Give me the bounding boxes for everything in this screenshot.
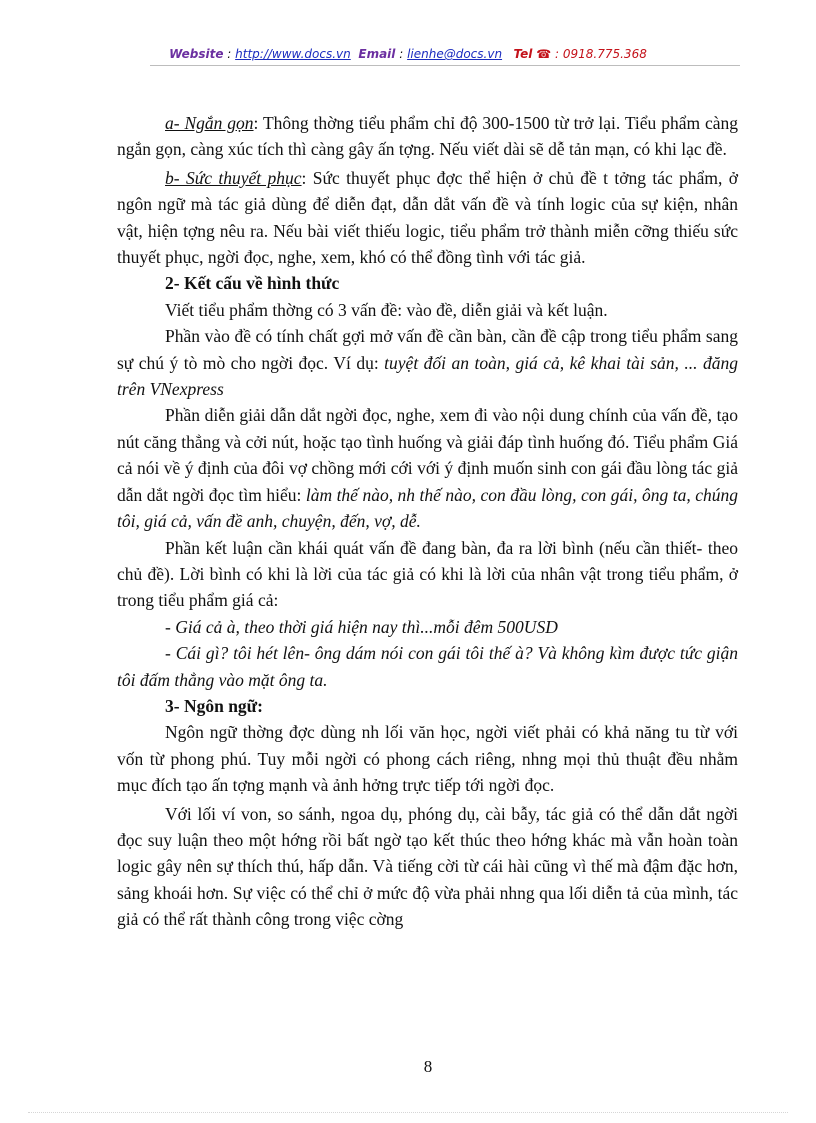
page-header [0, 47, 816, 61]
paragraph-brevity-text: : Thông thờng tiểu phẩm chỉ độ 300-1500 từ trở lại. Tiểu phẩm càng ngắn gọn, càng xúc tích thì càng gây ấn tợng. Nếu viết dài sẽ dễ tản mạn, có khi lạc đề. [117, 113, 738, 160]
introduction-example: tuyệt đối an toàn, giá cả, kê khai tài sản, ... đăng trên VNexpress [117, 352, 739, 400]
paragraph-language: Ngôn ngữ thờng đợc dùng nh lối văn học, ngời viết phải có khả năng tu từ với vốn từ phong phú. Tuy mỗi ngời có phong cách riêng, nhng mọi thủ thuật đều nhằm mục đích tạo ấn tợng mạnh và ảnh hởng trực tiếp tới ngời đọc. [117, 722, 738, 796]
email-sep: : [395, 47, 408, 61]
paragraph-introduction-text: Phần vào đề có tính chất gợi mở vấn đề cần bàn, cần đề cập trong tiểu phẩm sang sự chú ý tò mò cho ngời đọc. Ví dụ: [117, 326, 738, 373]
quote-price: - Giá cả à, theo thời giá hiện nay thì...mỗi đêm 500USD [165, 616, 558, 637]
paragraph-explanation [117, 402, 738, 534]
email-link[interactable]: lienhe@docs.vn [407, 47, 503, 61]
paragraph-persuasiveness-text: : Sức thuyết phục đợc thể hiện ở chủ đề t tởng tác phẩm, ở ngôn ngữ mà tác giả dùng để diễn đạt, dẫn dắt vấn đề và tính logic của sự kiện, nhân vật, hiện tợng nêu ra. Nếu bài viết thiếu logic, tiểu phẩm trở thành miễn cỡng thiếu sức thuyết phục, ngời đọc, nghe, xem, khó có thể đồng tình với tác giả. [117, 167, 738, 268]
tel-label: Tel [513, 47, 533, 61]
paragraph-persuasiveness [117, 165, 738, 271]
website-link[interactable]: http://www.docs.vn [235, 47, 351, 61]
page-body [117, 110, 738, 933]
quote-reaction: - Cái gì? tôi hét lên- ông dám nói con gái tôi thế à? Và không kìm được tức giận tôi đấm thẳng vào mặt ông ta. [117, 643, 738, 690]
paragraph-brevity [117, 110, 738, 163]
email-label: Email [358, 47, 396, 61]
paragraph-explanation-text: Phần diễn giải dẫn dắt ngời đọc, nghe, xem đi vào nội dung chính của vấn đề, tạo nút căng thẳng và cởi nút, hoặc tạo tình huống và giải đáp tình huống đó. Tiểu phẩm Giá cả nói về ý định của đôi vợ chồng mới cới với ý định muốn sinh con gái đầu lòng tác giả dẫn dắt ngời đọc tìm hiểu: [117, 405, 738, 505]
explanation-keywords: làm thế nào, nh thế nào, con đầu lòng, con gái, ông ta, chúng tôi, giá cả, vấn đề anh, chuyện, đến, vợ, dễ. [117, 484, 739, 532]
website-label: Website [169, 47, 224, 61]
heading-language: 3- Ngôn ngữ: [165, 695, 264, 716]
page-number: 8 [423, 1057, 433, 1076]
phone-icon: ☎ [536, 47, 552, 61]
tel-value: : 0918.775.368 [551, 47, 647, 61]
website-sep: : [223, 47, 236, 61]
header-divider [150, 65, 740, 66]
paragraph-structure: Viết tiểu phẩm thờng có 3 vấn đề: vào đề, diễn giải và kết luận. [165, 299, 608, 320]
term-brevity: a- Ngắn gọn [165, 113, 254, 133]
term-persuasiveness: b- Sức thuyết phục [165, 167, 302, 188]
paragraph-conclusion: Phần kết luận cần khái quát vấn đề đang bàn, đa ra lời bình (nếu cần thiết- theo chủ đề). Lời bình có khi là lời của tác giả có khi là lời của nhân vật trong tiểu phẩm, ở trong tiểu phẩm giá cả: [117, 537, 738, 611]
footer-divider [28, 1112, 788, 1113]
paragraph-introduction [117, 323, 738, 402]
heading-structure: 2- Kết cấu về hình thức [165, 273, 340, 294]
paragraph-devices: Với lối ví von, so sánh, ngoa dụ, phóng dụ, cài bẫy, tác giả có thể dẫn dắt ngời đọc suy luận theo một hớng rồi bất ngờ tạo kết thúc theo hớng khác mà vẫn hoàn toàn logic gây nên sự thích thú, hấp dẫn. Và tiếng cời từ cái hài cũng vì thế mà đậm đặc hơn, sảng khoái hơn. Sự việc có thể chỉ ở mức độ vừa phải nhng qua lối diễn tả của mình, tác giả có thể rất thành công trong việc cờng [117, 803, 738, 930]
